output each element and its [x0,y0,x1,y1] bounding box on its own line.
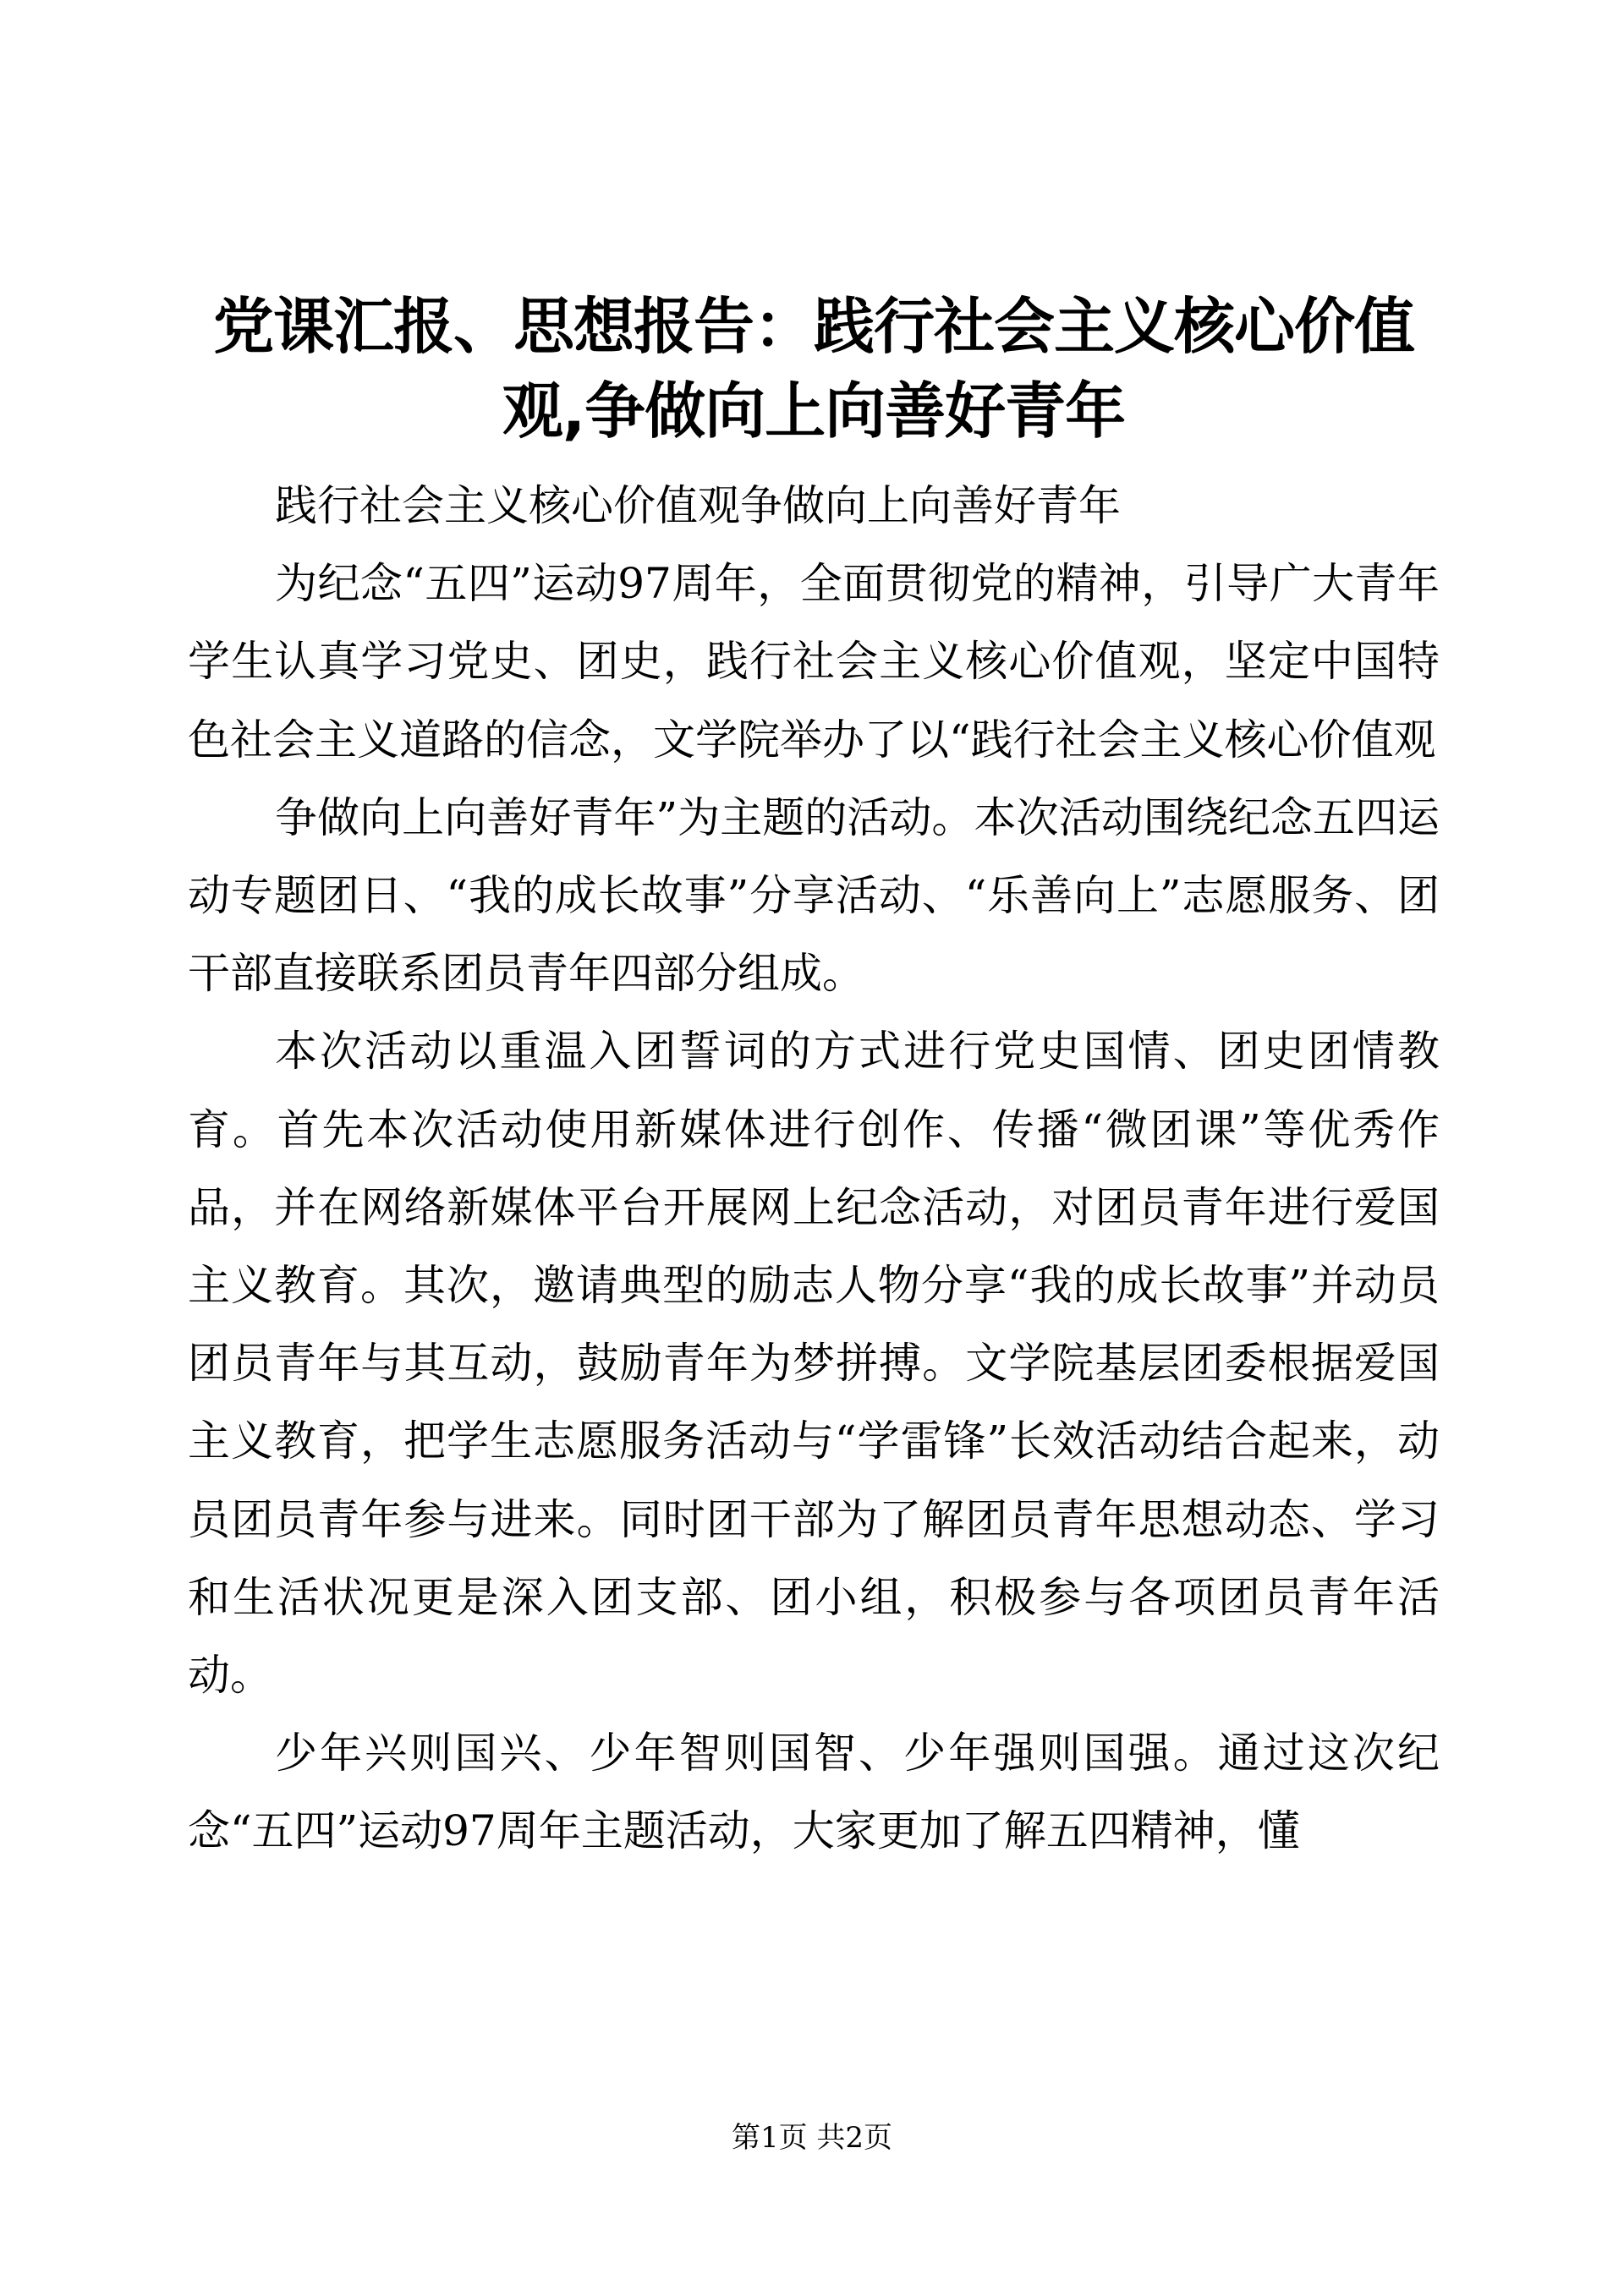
document-title: 党课汇报、思想报告：践行社会主义核心价值观,争做向上向善好青年 [212,291,1414,447]
paragraph: 争做向上向善好青年”为主题的活动。本次活动围绕纪念五四运动专题团日、“我的成长故事”分享活动、“乐善向上”志愿服务、团干部直接联系团员青年四部分组成。 [188,792,1440,999]
paragraph: 本次活动以重温入团誓词的方式进行党史国情、团史团情教育。首先本次活动使用新媒体进行创作、传播“微团课”等优秀作品，并在网络新媒体平台开展网上纪念活动，对团员青年进行爱国主义教育。其次，邀请典型的励志人物分享“我的成长故事”并动员团员青年与其互动，鼓励青年为梦拼搏。文学院基层团委根据爱国主义教育，把学生志愿服务活动与“学雷锋”长效活动结合起来，动员团员青年参与进来。同时团干部为了解团员青年思想动态、学习和生活状况更是深入团支部、团小组，积极参与各项团员青年活动。 [188,1027,1440,1701]
document-body [188,467,1440,1871]
paragraph-subtitle: 践行社会主义核心价值观争做向上向善好青年 [275,481,1121,530]
paragraph: 少年兴则国兴、少年智则国智、少年强则国强。通过这次纪念“五四”运动97周年主题活动，大家更加了解五四精神，懂 [188,1729,1440,1856]
paragraph: 为纪念“五四”运动97周年，全面贯彻党的精神，引导广大青年学生认真学习党史、团史，践行社会主义核心价值观，坚定中国特色社会主义道路的信念，文学院举办了以“践行社会主义核心价值观 [188,559,1440,764]
page-number-footer: 第1页 共2页 [731,2121,893,2155]
